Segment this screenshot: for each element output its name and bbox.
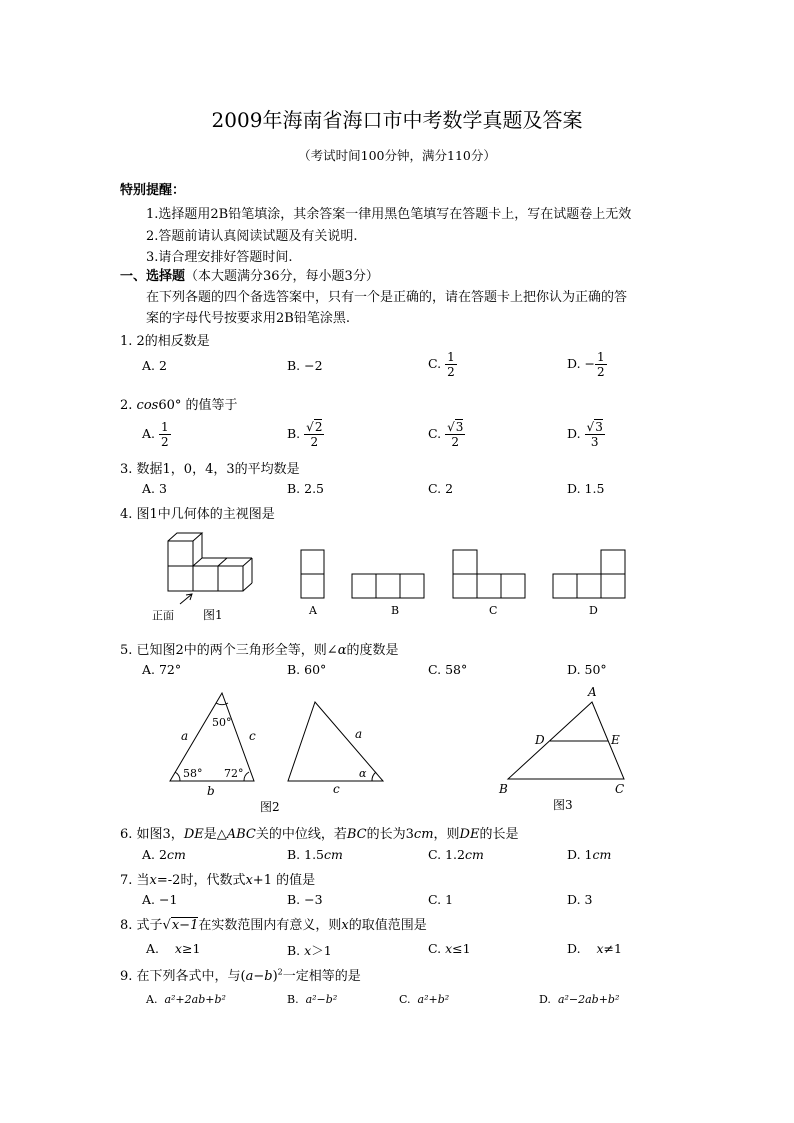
q8-a-var: x bbox=[174, 941, 182, 956]
q9-option-d bbox=[539, 993, 619, 1006]
q8-radicand: x−1 bbox=[171, 918, 199, 933]
q2-b-radicand: 2 bbox=[314, 420, 323, 434]
q2-d-label: D. bbox=[567, 426, 581, 441]
page-subtitle: （考试时间100分钟，满分110分） bbox=[298, 148, 496, 163]
q7-text-3: +1 的值是 bbox=[252, 873, 316, 888]
q6-b-value: B. 1.5 bbox=[287, 847, 325, 862]
q9-c-label: C. bbox=[399, 993, 411, 1006]
q8-option-a bbox=[146, 941, 200, 956]
q6-text-3: 关的中位线，若 bbox=[255, 827, 347, 842]
q6-var-5: DE bbox=[459, 827, 480, 842]
q6-option-b bbox=[287, 847, 343, 862]
q6-option-a bbox=[142, 847, 186, 862]
q9-option-a bbox=[146, 993, 226, 1006]
q3-option-a: A. 3 bbox=[142, 481, 167, 496]
q8-b-label: B. bbox=[287, 943, 301, 958]
q2-a-den: 2 bbox=[161, 435, 169, 449]
tri3-point-e: E bbox=[611, 733, 620, 747]
tri1-side-a: a bbox=[181, 729, 189, 743]
sqrt-icon: √ bbox=[447, 420, 455, 434]
tri1-side-b: b bbox=[207, 784, 215, 798]
q9-text-3: 一定相等的是 bbox=[282, 969, 361, 984]
q9-b-expr: a²−b² bbox=[305, 993, 338, 1006]
q7-option-a: A. −1 bbox=[142, 892, 178, 907]
q2-d-radicand: 3 bbox=[595, 420, 603, 434]
q9-d-label: D. bbox=[539, 993, 551, 1006]
q2-c-label: C. bbox=[428, 426, 442, 441]
q6-text-6: 的长是 bbox=[479, 827, 519, 842]
q6-c-value: C. 1.2 bbox=[428, 847, 465, 862]
tri2-side-a: a bbox=[355, 727, 363, 741]
q8-option-d bbox=[567, 941, 622, 956]
section1-note: （本大题满分36分，每小题3分） bbox=[185, 269, 379, 284]
q8-stem bbox=[120, 914, 427, 933]
section1-title: 一、选择题 bbox=[120, 269, 186, 284]
q5-option-c: C. 58° bbox=[428, 662, 468, 677]
q6-text-1: 6. 如图3， bbox=[120, 827, 184, 842]
q6-stem bbox=[120, 823, 518, 842]
q2-b-den: 2 bbox=[310, 435, 319, 449]
q6-var-4: cm bbox=[413, 827, 434, 842]
figure-3-label: 图3 bbox=[553, 798, 573, 812]
figure-1-label: 图1 bbox=[203, 608, 223, 622]
q2-a-num: 1 bbox=[161, 420, 169, 434]
q8-option-c bbox=[428, 941, 471, 956]
q6-d-value: D. 1 bbox=[567, 847, 593, 862]
sqrt-icon: √ bbox=[162, 918, 171, 933]
q8-text-2: 在实数范围内有意义，则 bbox=[198, 918, 342, 933]
q8-text-1: 8. 式子 bbox=[120, 918, 163, 933]
q6-text-4: 的长为3 bbox=[366, 827, 414, 842]
q4-label-b: B bbox=[391, 604, 400, 617]
q9-text-2: ) bbox=[272, 969, 278, 984]
q9-option-c bbox=[399, 993, 449, 1006]
q6-option-c bbox=[428, 847, 484, 862]
q6-var-1: DE bbox=[183, 827, 204, 842]
q3-stem: 3. 数据1，0，4，3的平均数是 bbox=[120, 462, 300, 477]
q6-option-d bbox=[567, 847, 611, 862]
q2-stem-pre: 2. bbox=[120, 398, 133, 413]
q6-c-unit: cm bbox=[464, 847, 484, 862]
q4-label-d: D bbox=[589, 604, 598, 617]
q7-var-2: x bbox=[245, 873, 253, 888]
q1-stem: 1. 2的相反数是 bbox=[120, 334, 210, 349]
q8-var: x bbox=[341, 918, 349, 933]
q7-var-1: x bbox=[149, 873, 157, 888]
q8-a-label: A. bbox=[146, 941, 160, 956]
q9-b-label: B. bbox=[287, 993, 299, 1006]
q9-d-expr: a²−2ab+b² bbox=[557, 993, 620, 1006]
q2-b-label: B. bbox=[287, 426, 301, 441]
q5-stem-post: 的度数是 bbox=[346, 643, 399, 658]
q2-c-den: 2 bbox=[451, 435, 460, 449]
q7-option-b: B. −3 bbox=[287, 892, 323, 907]
q1-d-num: 1 bbox=[597, 350, 605, 364]
figure-2-label: 图2 bbox=[260, 800, 280, 814]
q8-option-b bbox=[287, 941, 332, 959]
q6-a-value: A. 2 bbox=[142, 847, 167, 862]
q9-exponent: 2 bbox=[277, 967, 283, 977]
q8-d-expr: ≠1 bbox=[603, 941, 622, 956]
q6-var-2: ABC bbox=[226, 827, 256, 842]
q8-b-var: x bbox=[304, 943, 312, 958]
q9-a-label: A. bbox=[146, 993, 158, 1006]
q8-c-expr: ≤1 bbox=[452, 941, 471, 956]
q2-d-den: 3 bbox=[590, 435, 599, 449]
q5-stem-pre: 5. 已知图2中的两个三角形全等，则∠ bbox=[120, 643, 338, 658]
q9-a-expr: a²+2ab+b² bbox=[164, 993, 226, 1006]
q1-option-b: B. −2 bbox=[287, 358, 323, 373]
q2-stem-func: cos bbox=[136, 398, 159, 413]
q1-c-num: 1 bbox=[447, 350, 455, 364]
reminder-item-1: 1.选择题用2B铅笔填涂，其余答案一律用黑色笔填写在答题卡上，写在试题卷上无效 bbox=[146, 207, 632, 222]
q1-option-a: A. 2 bbox=[142, 358, 167, 373]
reminder-item-3: 3.请合理安排好答题时间. bbox=[146, 250, 293, 265]
q3-option-d: D. 1.5 bbox=[567, 481, 605, 496]
q7-text-2: =-2时，代数式 bbox=[156, 873, 246, 888]
q2-a-label: A. bbox=[142, 426, 156, 441]
q1-c-den: 2 bbox=[447, 365, 455, 379]
q9-stem bbox=[120, 965, 361, 984]
q7-option-c: C. 1 bbox=[428, 892, 454, 907]
q5-option-d: D. 50° bbox=[567, 662, 607, 677]
q8-d-var: x bbox=[596, 941, 604, 956]
tri1-angle-left: 58° bbox=[183, 767, 203, 780]
reminder-heading: 特别提醒： bbox=[120, 183, 186, 198]
q7-stem bbox=[120, 869, 315, 888]
tri1-side-c: c bbox=[249, 729, 256, 743]
q8-c-var: x bbox=[445, 941, 453, 956]
q1-c-label: C. bbox=[428, 356, 442, 371]
q6-b-unit: cm bbox=[324, 847, 343, 862]
q8-c-label: C. bbox=[428, 941, 442, 956]
q5-option-a: A. 72° bbox=[142, 662, 182, 677]
section1-intro-1: 在下列各题的四个备选答案中，只有一个是正确的，请在答题卡上把你认为正确的答 bbox=[146, 290, 628, 305]
q8-d-label: D. bbox=[567, 941, 581, 956]
tri3-point-b: B bbox=[499, 782, 508, 796]
q1-d-den: 2 bbox=[597, 365, 605, 379]
tri3-point-c: C bbox=[615, 782, 625, 796]
q2-stem-post: 60° 的值等于 bbox=[158, 398, 238, 413]
q6-text-5: ，则 bbox=[433, 827, 460, 842]
q9-option-b bbox=[287, 993, 337, 1006]
tri3-point-d: D bbox=[535, 733, 545, 747]
q5-option-b: B. 60° bbox=[287, 662, 327, 677]
q6-var-3: BC bbox=[346, 827, 367, 842]
q7-text-1: 7. 当 bbox=[120, 873, 150, 888]
tri3-point-a: A bbox=[588, 685, 597, 699]
page-title: 2009年海南省海口市中考数学真题及答案 bbox=[211, 108, 583, 132]
q1-d-label: D. bbox=[567, 356, 581, 371]
triangle-2 bbox=[288, 702, 383, 781]
q6-text-2: 是△ bbox=[203, 827, 227, 842]
q6-a-unit: cm bbox=[166, 847, 186, 862]
q8-b-expr: ＞1 bbox=[311, 943, 332, 958]
q8-a-expr: ≥1 bbox=[181, 941, 201, 956]
sqrt-icon: √ bbox=[586, 420, 595, 434]
q4-label-a: A bbox=[309, 604, 317, 617]
q4-stem: 4. 图1中几何体的主视图是 bbox=[120, 507, 275, 522]
q9-text-1: 9. 在下列各式中，与( bbox=[120, 969, 246, 984]
q4-label-c: C bbox=[489, 604, 498, 617]
q7-option-d: D. 3 bbox=[567, 892, 593, 907]
q6-d-unit: cm bbox=[592, 847, 612, 862]
q1-d-sign: − bbox=[584, 356, 596, 371]
tri2-side-c: c bbox=[333, 782, 340, 796]
reminder-item-2: 2.答题前请认真阅读试题及有关说明. bbox=[146, 229, 358, 244]
section1-intro-2: 案的字母代号按要求用2B铅笔涂黑. bbox=[146, 311, 350, 326]
q2-c-radicand: 3 bbox=[455, 420, 464, 434]
front-view-label: 正面 bbox=[152, 609, 174, 622]
q5-stem-var: α bbox=[337, 643, 347, 658]
q9-expr: a−b bbox=[245, 969, 273, 984]
sqrt-icon: √ bbox=[306, 420, 314, 434]
tri2-angle: α bbox=[359, 767, 367, 780]
q3-option-b: B. 2.5 bbox=[287, 481, 325, 496]
tri1-angle-top: 50° bbox=[212, 716, 232, 729]
q9-c-expr: a²+b² bbox=[417, 993, 450, 1006]
tri1-angle-right: 72° bbox=[224, 767, 244, 780]
q8-text-3: 的取值范围是 bbox=[348, 918, 427, 933]
q3-option-c: C. 2 bbox=[428, 481, 454, 496]
